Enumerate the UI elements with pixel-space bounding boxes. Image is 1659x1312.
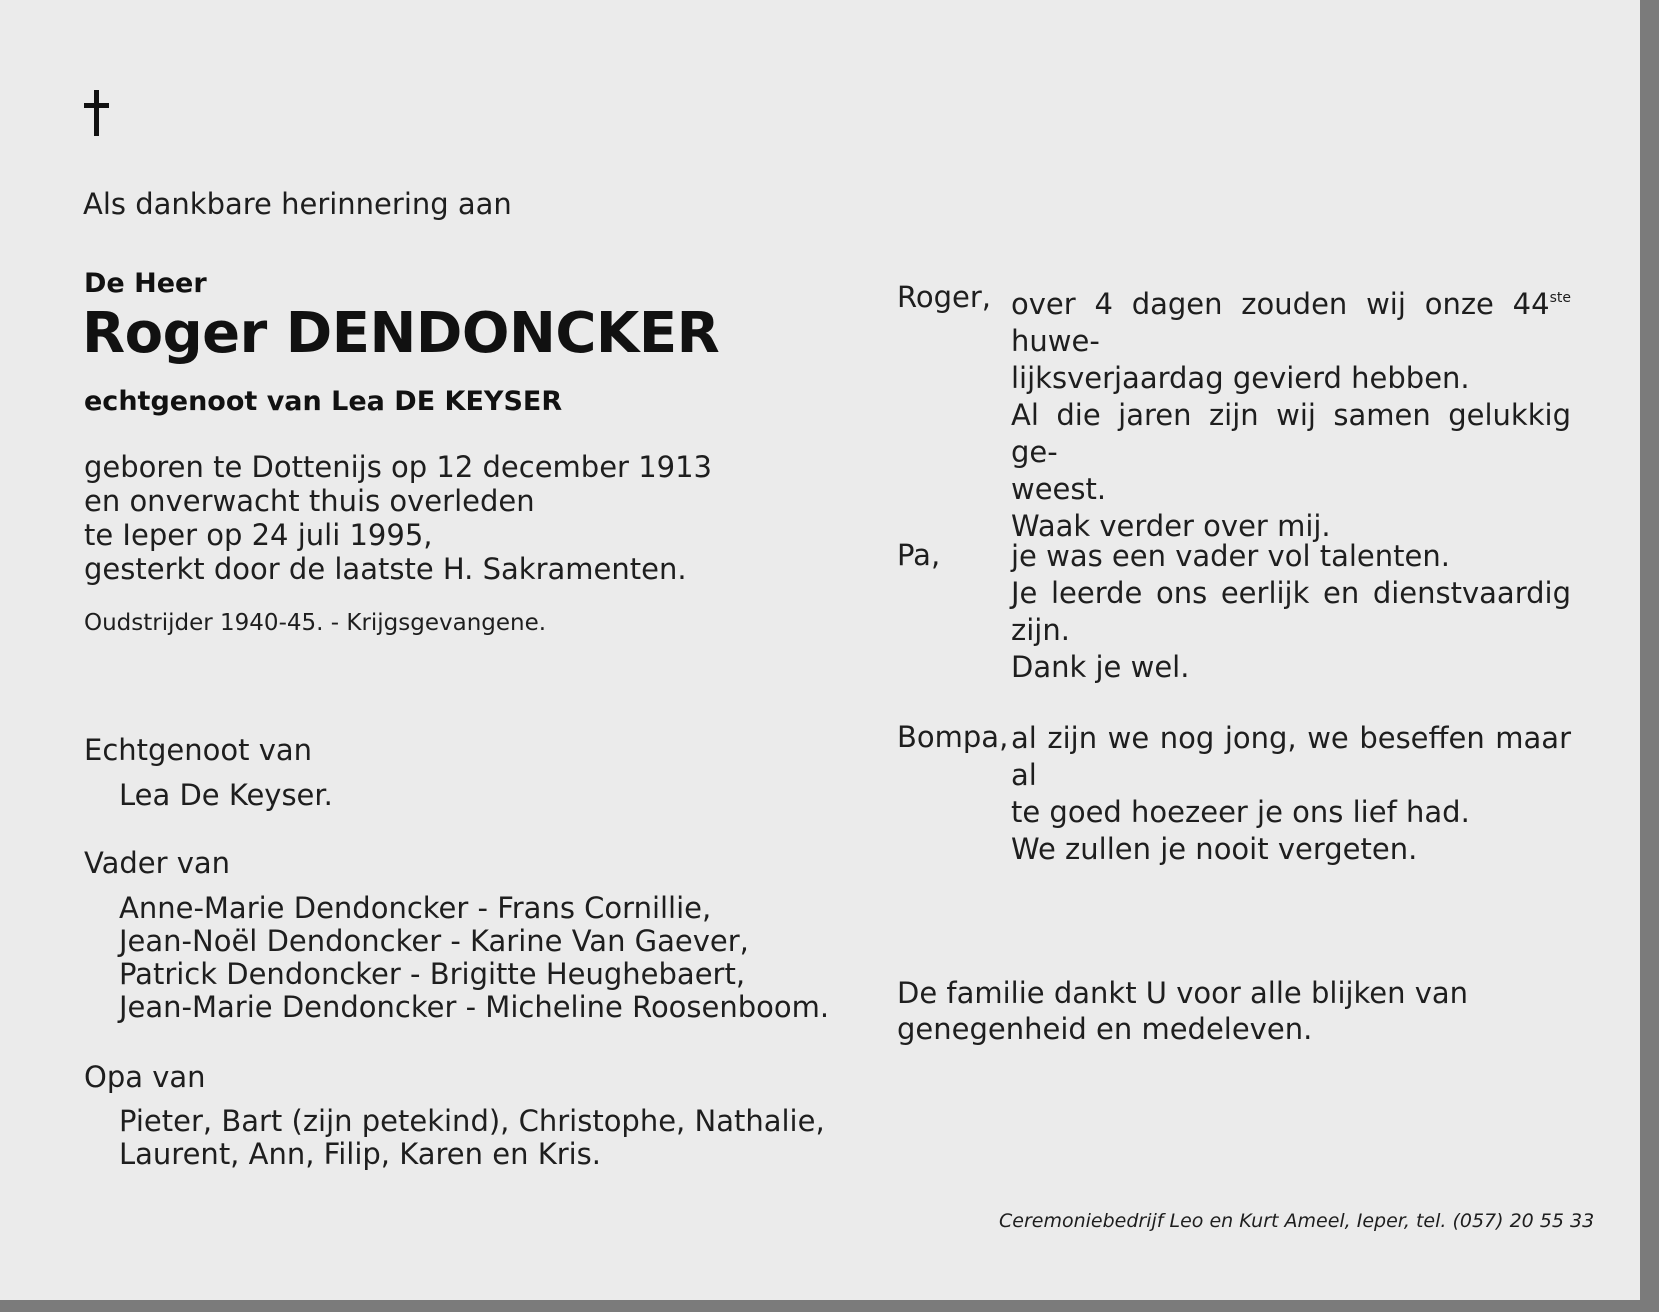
scan-edge-bottom bbox=[0, 1300, 1659, 1312]
poem-line: Waak verder over mij. bbox=[1011, 509, 1331, 543]
poem-line: te goed hoezeer je ons lief had. bbox=[1011, 795, 1470, 829]
spouse-list bbox=[119, 779, 333, 812]
spouse-heading: Echtgenoot van bbox=[84, 733, 313, 767]
poem-line: al zijn we nog jong, we beseffen maar al bbox=[1011, 721, 1571, 792]
poem-line: Je leerde ons eerlijk en dienstvaardig zijn. bbox=[1011, 576, 1571, 647]
poem-line: weest. bbox=[1011, 472, 1107, 506]
poem-line: Al die jaren zijn wij samen gelukkig ge- bbox=[1011, 398, 1571, 469]
biography bbox=[84, 450, 712, 586]
poem-text bbox=[1011, 720, 1571, 868]
grandchildren-list bbox=[119, 1105, 825, 1171]
poem-text bbox=[1011, 280, 1571, 545]
bio-line: geboren te Dottenijs op 12 december 1913 bbox=[84, 450, 713, 484]
list-item: Jean-Marie Dendoncker - Micheline Roosenboom. bbox=[119, 990, 830, 1024]
printer-credit: Ceremoniebedrijf Leo en Kurt Ameel, Ieper, tel. (057) 20 55 33 bbox=[999, 1210, 1595, 1232]
poem-line: We zullen je nooit vergeten. bbox=[1011, 832, 1418, 866]
intro-text: Als dankbare herinnering aan bbox=[83, 187, 512, 221]
poem-line: lijksverjaardag gevierd hebben. bbox=[1011, 361, 1470, 395]
poem-line: over 4 dagen zouden wij onze 44ste huwe- bbox=[1011, 287, 1571, 358]
scan-edge-right bbox=[1640, 0, 1659, 1312]
list-item: Anne-Marie Dendoncker - Frans Cornillie, bbox=[119, 891, 712, 925]
list-item: Patrick Dendoncker - Brigitte Heughebaert, bbox=[119, 957, 746, 991]
list-item: Pieter, Bart (zijn petekind), Christophe, Nathalie, bbox=[119, 1104, 825, 1138]
bio-line: en onverwacht thuis overleden bbox=[84, 484, 535, 518]
thanks-note bbox=[897, 975, 1468, 1047]
spouse-line: echtgenoot van Lea DE KEYSER bbox=[84, 386, 563, 417]
bio-line: gesterkt door de laatste H. Sakramenten. bbox=[84, 552, 687, 586]
thanks-line: De familie dankt U voor alle blijken van bbox=[897, 976, 1469, 1010]
list-item: Laurent, Ann, Filip, Karen en Kris. bbox=[119, 1137, 602, 1171]
poem-line: je was een vader vol talenten. bbox=[1011, 539, 1450, 573]
children-list bbox=[119, 892, 829, 1024]
poem-label: Roger, bbox=[897, 280, 991, 314]
thanks-line: genegenheid en medeleven. bbox=[897, 1012, 1313, 1046]
deceased-name: Roger DENDONCKER bbox=[82, 301, 720, 366]
list-item: Jean-Noël Dendoncker - Karine Van Gaever, bbox=[119, 924, 749, 958]
poem-label: Bompa, bbox=[897, 720, 1009, 754]
cross-icon bbox=[81, 90, 111, 136]
salutation: De Heer bbox=[84, 268, 207, 299]
veteran-note: Oudstrijder 1940-45. - Krijgsgevangene. bbox=[84, 610, 547, 636]
list-item: Lea De Keyser. bbox=[119, 778, 333, 812]
poem-line: Dank je wel. bbox=[1011, 650, 1190, 684]
poem-text bbox=[1011, 538, 1571, 686]
poem-label: Pa, bbox=[897, 538, 941, 572]
children-heading: Vader van bbox=[84, 846, 231, 880]
grandchildren-heading: Opa van bbox=[84, 1060, 206, 1094]
bio-line: te Ieper op 24 juli 1995, bbox=[84, 518, 433, 552]
